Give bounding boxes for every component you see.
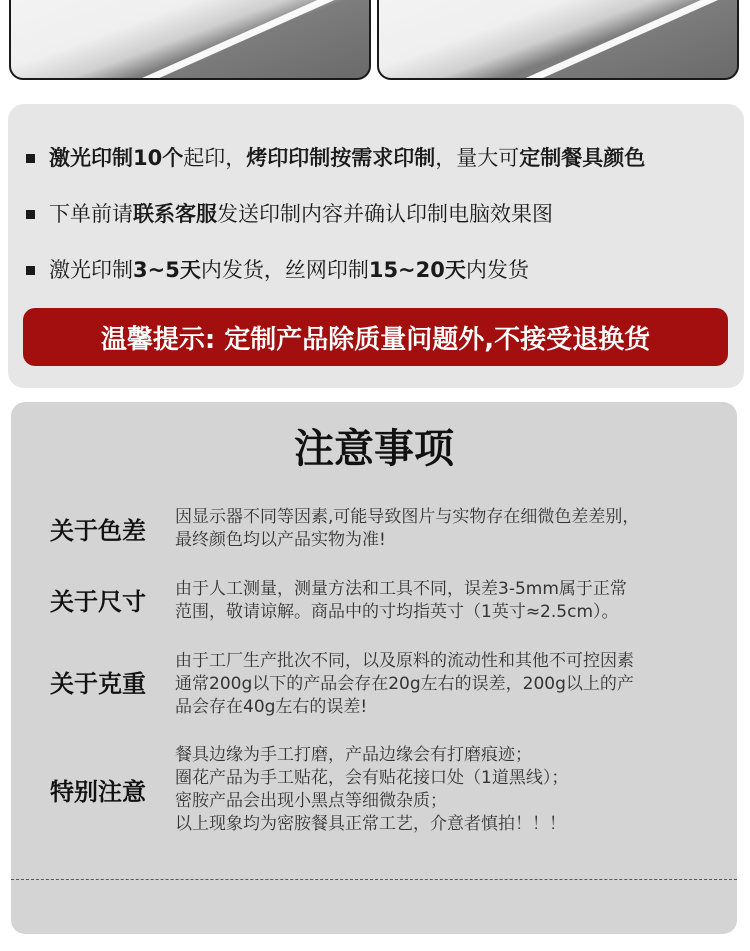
notice-title: 注意事项 (294, 426, 454, 472)
note-text-bold: 3~5天 (133, 258, 201, 282)
notice-description (175, 506, 715, 552)
note-text: 激光印制 (49, 258, 133, 282)
product-photo-right (377, 0, 739, 80)
notice-line: 品会存在40g左右的误差! (175, 697, 368, 717)
bullet-icon (26, 266, 35, 275)
notice-line: 由于人工测量，测量方法和工具不同，误差3-5mm属于正常 (175, 579, 627, 599)
notice-panel (11, 402, 737, 934)
note-text-bold: 激光印制10个 (49, 146, 184, 170)
notice-line: 密胺产品会出现小黑点等细微杂质； (175, 791, 447, 811)
note-text: ，量大可 (435, 146, 520, 170)
notice-description (175, 578, 715, 624)
notice-description (175, 650, 715, 719)
notice-line: 最终颜色均以产品实物为准! (175, 530, 386, 550)
bullet-icon (26, 154, 35, 163)
notice-line: 通常200g以下的产品会存在20g左右的误差，200g以上的产 (175, 674, 634, 694)
bullet-icon (26, 210, 35, 219)
note-text: 发送印制内容并确认印制电脑效果图 (217, 202, 553, 226)
notice-line: 圈花产品为手工贴花，会有贴花接口处（1道黑线）； (175, 768, 569, 788)
notice-line: 由于工厂生产批次不同，以及原料的流动性和其他不可控因素 (175, 651, 634, 671)
notice-line: 因显示器不同等因素,可能导致图片与实物存在细微色差差别， (175, 507, 640, 527)
notice-label: 关于克重 (50, 670, 146, 698)
note-item (26, 200, 553, 228)
note-text-bold: 15~20天 (368, 258, 466, 282)
note-text: 起印， (183, 146, 247, 170)
notice-label: 关于尺寸 (50, 588, 146, 616)
note-text-bold: 定制餐具颜色 (519, 146, 646, 170)
notice-line: 以上现象均为密胺餐具正常工艺，介意者慎拍！！！ (175, 814, 566, 834)
notice-label: 特别注意 (50, 778, 146, 806)
note-text: 下单前请 (49, 202, 133, 226)
product-rim-highlight (70, 0, 371, 80)
note-text-bold: 联系客服 (133, 202, 217, 226)
note-item (26, 256, 529, 284)
product-rim-highlight (458, 0, 739, 80)
return-policy-warning: 温馨提示: 定制产品除质量问题外,不接受退换货 (23, 308, 728, 366)
note-text-bold: 烤印印制按需求印制 (246, 146, 436, 170)
notice-line: 餐具边缘为手工打磨，产品边缘会有打磨痕迹； (175, 745, 532, 765)
customization-notes-panel (8, 104, 744, 388)
notice-label: 关于色差 (50, 517, 146, 545)
dashed-divider (11, 879, 737, 880)
notice-line: 范围，敬请谅解。商品中的寸均指英寸（1英寸≈2.5cm）。 (175, 602, 619, 622)
notice-description (175, 744, 715, 836)
note-text: 内发货 (465, 258, 529, 282)
note-item (26, 144, 645, 172)
note-text: 内发货，丝网印制 (200, 258, 369, 282)
product-photo-left (9, 0, 371, 80)
